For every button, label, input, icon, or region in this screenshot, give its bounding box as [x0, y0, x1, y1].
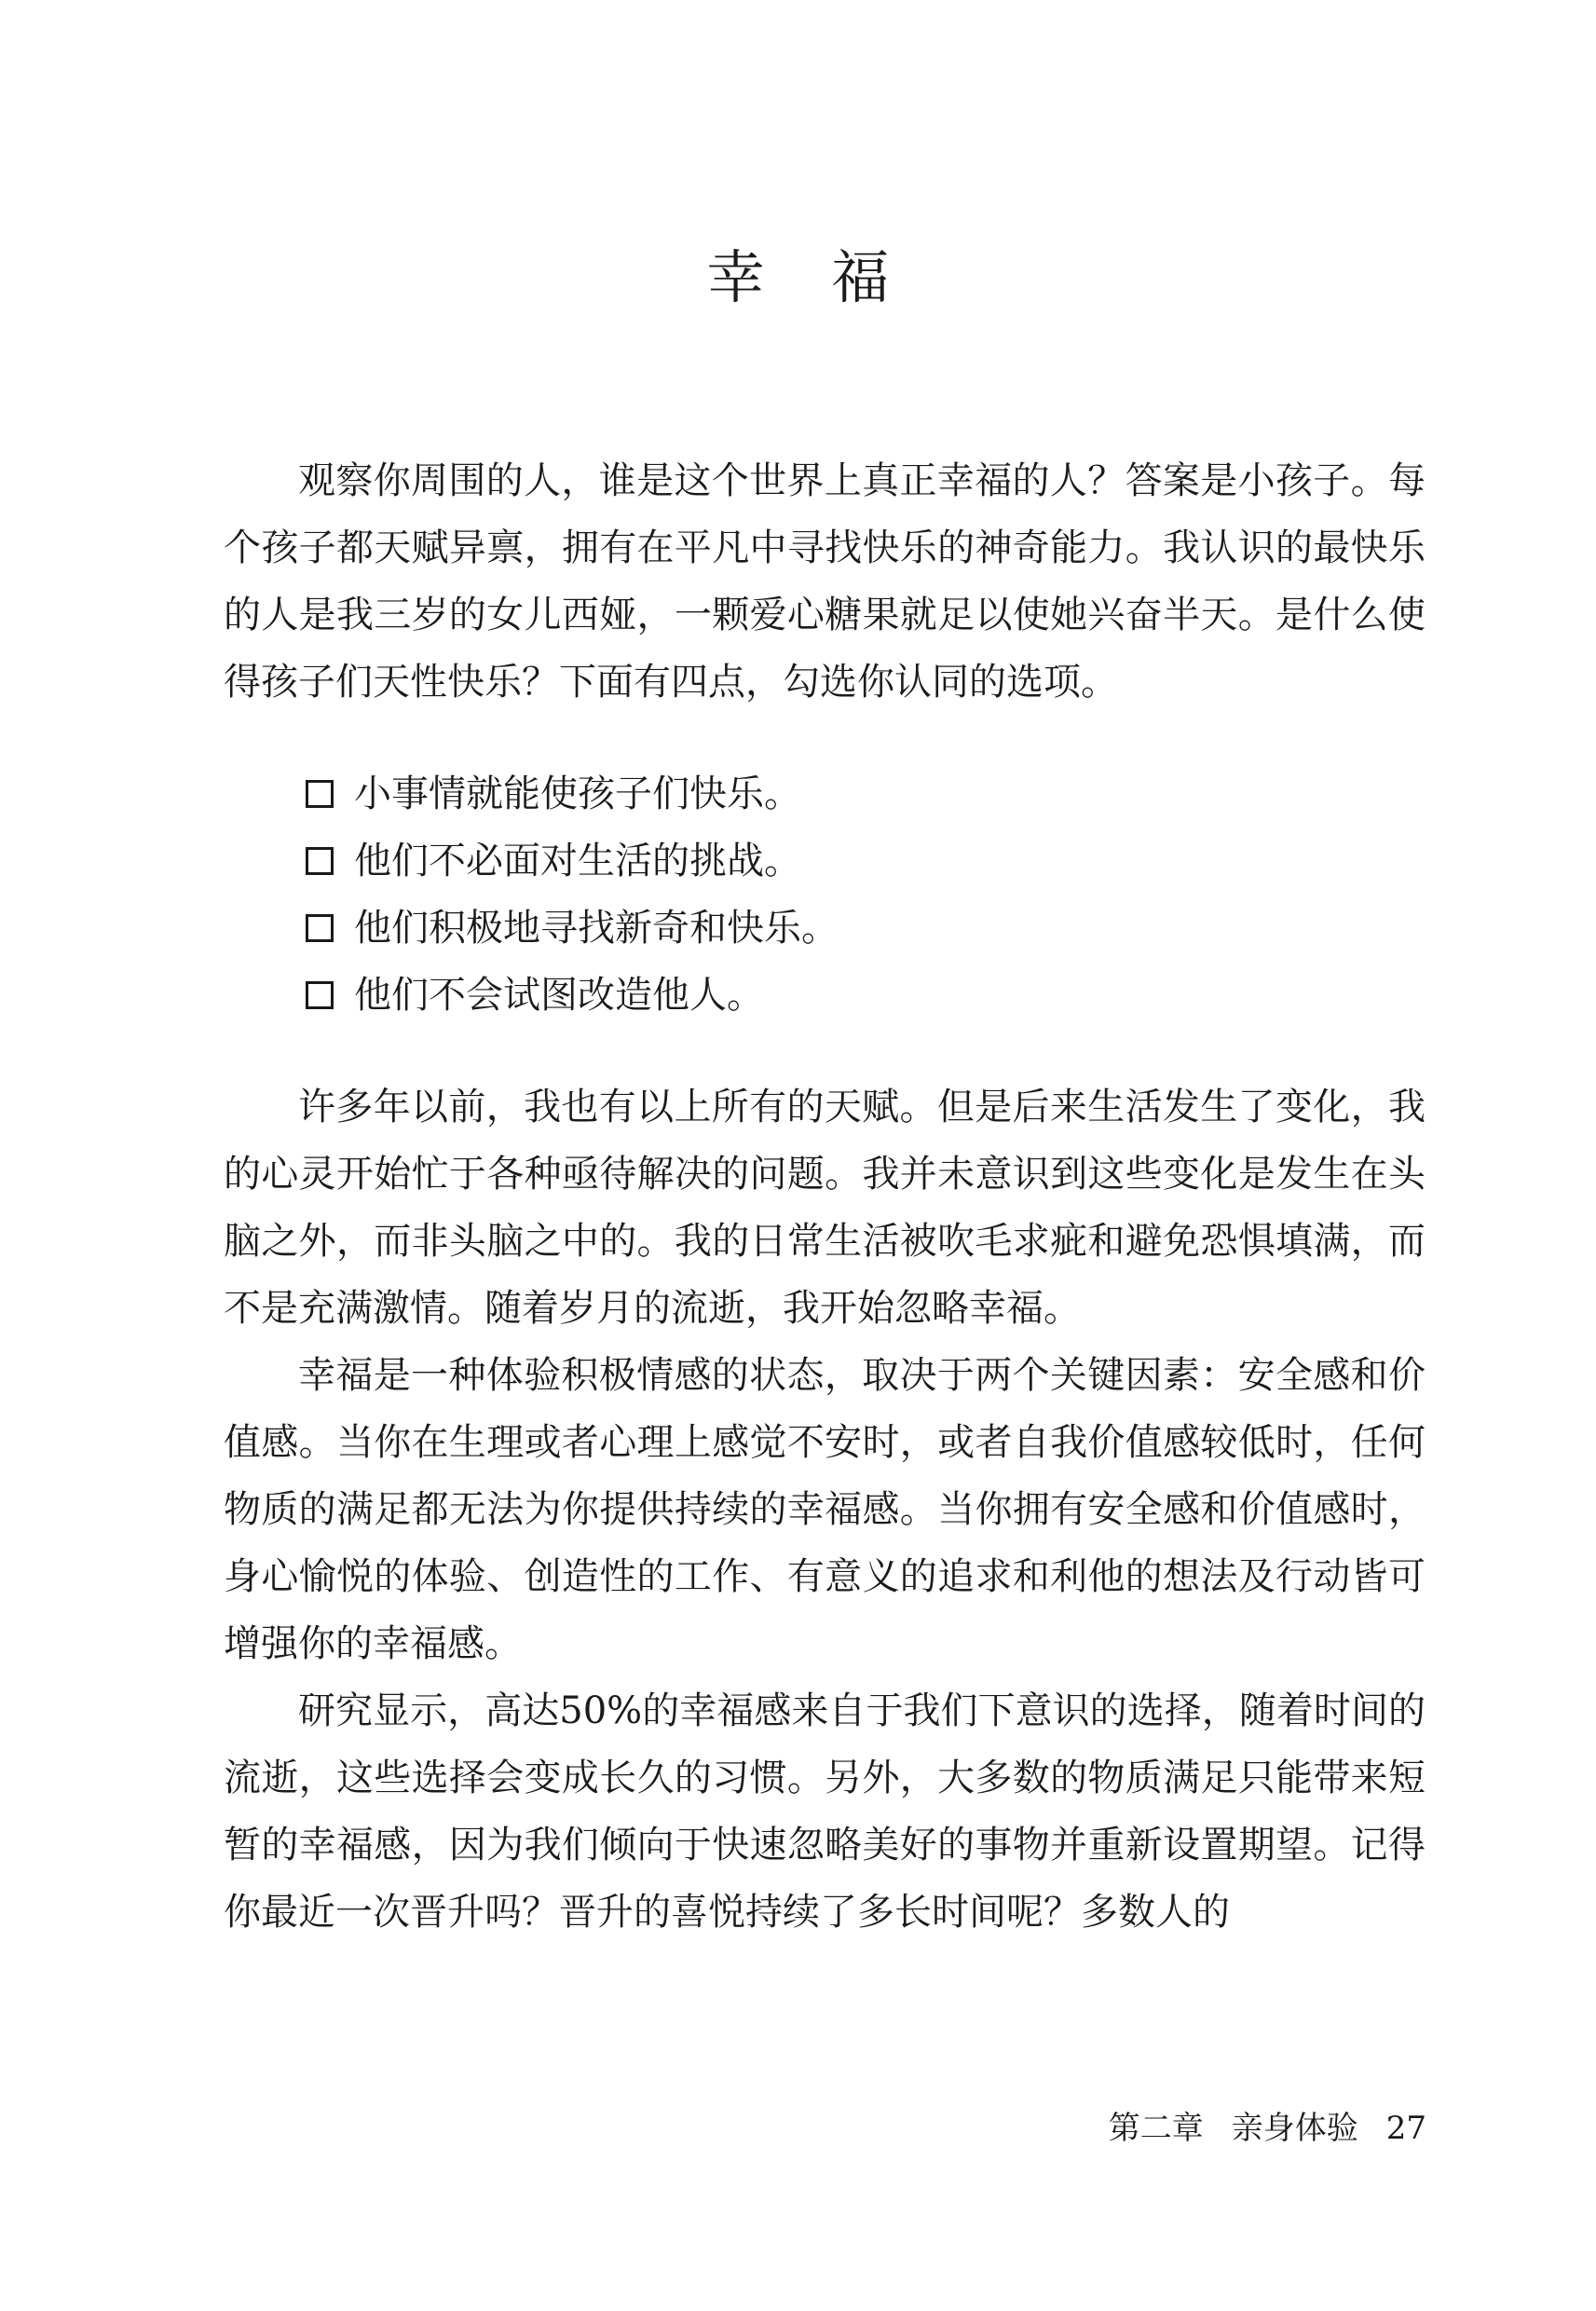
checklist-item-label: 他们不会试图改造他人。 [354, 974, 764, 1017]
checklist [224, 760, 1425, 1029]
body-paragraph: 幸福是一种体验积极情感的状态，取决于两个关键因素：安全感和价值感。当你在生理或者心理上感觉不安时，或者自我价值感较低时，任何物质的满足都无法为你提供持续的幸福感。当你拥有安全感和价值感时，身心愉悦的体验、创造性的工作、有意义的追求和利他的想法及行动皆可增强你的幸福感。 [224, 1354, 1425, 1665]
intro-paragraph: 观察你周围的人，谁是这个世界上真正幸福的人？答案是小孩子。每个孩子都天赋异禀，拥有在平凡中寻找快乐的神奇能力。我认识的最快乐的人是我三岁的女儿西娅，一颗爱心糖果就足以使她兴奋半天。是什么使得孩子们天性快乐？下面有四点，勾选你认同的选项。 [224, 459, 1425, 704]
body-paragraph: 许多年以前，我也有以上所有的天赋。但是后来生活发生了变化，我的心灵开始忙于各种亟待解决的问题。我并未意识到这些变化是发生在头脑之外，而非头脑之中的。我的日常生活被吹毛求疵和避免恐惧填满，而不是充满激情。随着岁月的流逝，我开始忽略幸福。 [224, 1086, 1425, 1330]
checklist-item-label: 他们积极地寻找新奇和快乐。 [354, 907, 839, 950]
checklist-item-label: 他们不必面对生活的挑战。 [354, 840, 801, 882]
footer-chapter: 第二章 [1108, 2110, 1204, 2147]
checkbox-icon[interactable] [306, 981, 334, 1009]
page-content [224, 447, 1425, 1946]
checklist-item-label: 小事情就能使孩子们快乐。 [354, 773, 801, 815]
checklist-item [306, 760, 1425, 827]
footer-chapter-name: 亲身体验 [1231, 2110, 1358, 2147]
checklist-item [306, 827, 1425, 895]
page-number: 27 [1385, 2110, 1426, 2147]
body-paragraph: 研究显示，高达50%的幸福感来自于我们下意识的选择，随着时间的流逝，这些选择会变成长久的习惯。另外，大多数的物质满足只能带来短暂的幸福感，因为我们倾向于快速忽略美好的事物并重新设置期望。记得你最近一次晋升吗？晋升的喜悦持续了多长时间呢？多数人的 [224, 1689, 1425, 1934]
checkbox-icon[interactable] [306, 914, 334, 942]
checklist-item [306, 962, 1425, 1029]
checkbox-icon[interactable] [306, 780, 334, 808]
checkbox-icon[interactable] [306, 847, 334, 875]
page-footer [1109, 2108, 1426, 2149]
page-title: 幸 福 [706, 243, 914, 311]
checklist-item [306, 895, 1425, 962]
